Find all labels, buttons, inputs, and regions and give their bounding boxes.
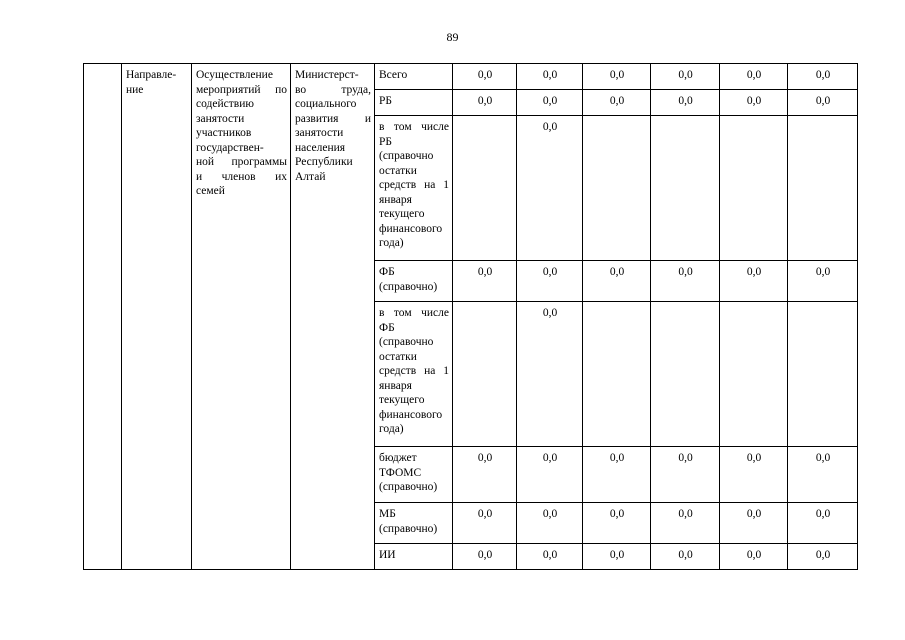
- row-number-cell: [84, 64, 122, 570]
- funding-source-label: ИИ: [375, 544, 453, 570]
- funding-value-cell: [453, 302, 517, 447]
- funding-value-cell: [788, 116, 858, 261]
- funding-value-cell: 0,0: [720, 261, 788, 302]
- funding-value-cell: 0,0: [651, 261, 720, 302]
- funding-value-cell: 0,0: [651, 64, 720, 90]
- funding-value-cell: [651, 116, 720, 261]
- funding-source-label: бюджет ТФОМС (справочно): [375, 447, 453, 503]
- funding-value-cell: 0,0: [517, 116, 583, 261]
- funding-value-cell: 0,0: [517, 544, 583, 570]
- funding-value-cell: 0,0: [651, 544, 720, 570]
- funding-value-cell: 0,0: [651, 447, 720, 503]
- funding-value-cell: 0,0: [583, 447, 651, 503]
- funding-source-label: в том числе ФБ (справочно остатки средств на 1 января текущего финансового года): [375, 302, 453, 447]
- funding-value-cell: 0,0: [453, 447, 517, 503]
- funding-value-cell: 0,0: [583, 261, 651, 302]
- funding-source-label: в том числе РБ (справочно остатки средств на 1 января текущего финансового года): [375, 116, 453, 261]
- funding-value-cell: 0,0: [583, 544, 651, 570]
- budget-table: [83, 63, 858, 570]
- funding-source-label: Всего: [375, 64, 453, 90]
- row-type-cell: Направле- ние: [122, 64, 192, 570]
- page-number: 89: [446, 30, 459, 44]
- funding-value-cell: 0,0: [720, 90, 788, 116]
- funding-value-cell: 0,0: [720, 64, 788, 90]
- funding-value-cell: 0,0: [788, 544, 858, 570]
- funding-value-cell: 0,0: [788, 64, 858, 90]
- table-row: [84, 64, 858, 90]
- funding-value-cell: 0,0: [720, 503, 788, 544]
- funding-source-label: РБ: [375, 90, 453, 116]
- funding-value-cell: 0,0: [517, 302, 583, 447]
- funding-value-cell: 0,0: [453, 503, 517, 544]
- funding-value-cell: 0,0: [453, 544, 517, 570]
- funding-value-cell: 0,0: [583, 503, 651, 544]
- funding-value-cell: 0,0: [453, 261, 517, 302]
- funding-value-cell: 0,0: [517, 447, 583, 503]
- funding-value-cell: 0,0: [788, 447, 858, 503]
- funding-value-cell: 0,0: [651, 90, 720, 116]
- funding-value-cell: 0,0: [788, 90, 858, 116]
- funding-value-cell: 0,0: [517, 503, 583, 544]
- funding-value-cell: 0,0: [720, 447, 788, 503]
- funding-value-cell: 0,0: [517, 261, 583, 302]
- funding-value-cell: [720, 302, 788, 447]
- funding-value-cell: 0,0: [453, 90, 517, 116]
- funding-value-cell: [583, 302, 651, 447]
- funding-value-cell: 0,0: [651, 503, 720, 544]
- funding-value-cell: 0,0: [583, 90, 651, 116]
- funding-source-label: ФБ (справочно): [375, 261, 453, 302]
- funding-value-cell: 0,0: [517, 64, 583, 90]
- funding-value-cell: 0,0: [720, 544, 788, 570]
- funding-value-cell: 0,0: [583, 64, 651, 90]
- funding-value-cell: 0,0: [453, 64, 517, 90]
- funding-value-cell: [720, 116, 788, 261]
- row-name-cell: Осуществление мероприятий по содействию занятости участников государствен- ной программы и членов их семей: [192, 64, 291, 570]
- row-executor-cell: Министерст- во труда, социального развития и занятости населения Республики Алтай: [291, 64, 375, 570]
- funding-source-label: МБ (справочно): [375, 503, 453, 544]
- funding-value-cell: 0,0: [788, 261, 858, 302]
- funding-value-cell: [583, 116, 651, 261]
- funding-value-cell: 0,0: [788, 503, 858, 544]
- funding-value-cell: 0,0: [517, 90, 583, 116]
- funding-value-cell: [788, 302, 858, 447]
- funding-value-cell: [453, 116, 517, 261]
- funding-value-cell: [651, 302, 720, 447]
